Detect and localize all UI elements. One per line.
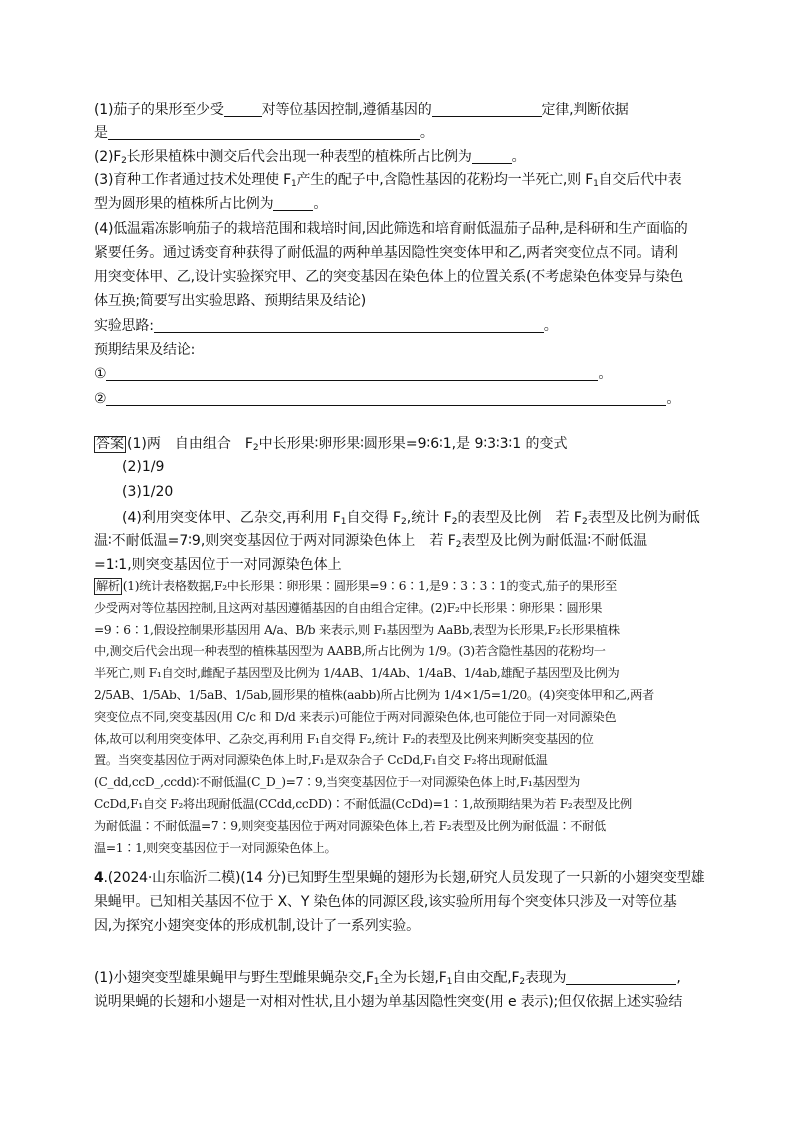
question-4-line1: (4)低温霜冻影响茄子的栽培范围和栽培时间,因此筛选和培育耐低温茄子品种,是科研和生产面临的 — [94, 221, 688, 237]
answer-blank[interactable] — [154, 318, 544, 333]
question-next-line5: 说明果蝇的长翅和小翅是一对相对性状,且小翅为单基因隐性突变(用 e 表示);但仅依据上述实验结 — [94, 994, 683, 1010]
answer-blank[interactable] — [106, 391, 666, 406]
analysis-line: 中,测交后代会出现一种表型的植株基因型为 AABB,所占比例为 1/9。(3)若含隐性基因的花粉均一 — [94, 644, 606, 659]
experiment-idea-line: 实验思路: 。 — [94, 318, 558, 334]
question-4-line2: 紧要任务。通过诱变育种获得了耐低温的两种单基因隐性突变体甲和乙,两者突变位点不同。请利 — [94, 245, 678, 261]
answer-blank[interactable] — [472, 149, 512, 164]
answer-line-3: (3)1/20 — [122, 484, 174, 500]
answer-blank[interactable] — [273, 196, 313, 211]
analysis-line: 解析 (1)统计表格数据,F₂中长形果∶卵形果∶圆形果=9∶6∶1,是9∶3∶3∶1的变式,茄子的果形至 — [96, 579, 617, 593]
result-line-1: ① 。 — [94, 366, 613, 382]
question-next-line1: 4.(2024·山东临沂二模)(14 分)已知野生型果蝇的翅形为长翅,研究人员发现了一只新的小翅突变型雄 — [94, 870, 705, 886]
analysis-tag: 解析 — [96, 579, 120, 593]
question-3-line1: (3)育种工作者通过技术处理使 $F_1$产生的配子中,含隐性基因的花粉均一半死亡,则 $F_1$自交后代中表 — [94, 172, 682, 189]
analysis-line: (C_dd,ccD_,ccdd)∶不耐低温(C_D_)=7∶9,当突变基因位于一对同源染色体上时,F₁基因型为 — [94, 775, 581, 790]
answer-line-2: (2)1/9 — [122, 459, 165, 475]
analysis-line: 半死亡,则 F₁自交时,雌配子基因型及比例为 1/4AB、1/4Ab、1/4aB、1/4ab,雄配子基因型及比例为 — [94, 666, 620, 681]
analysis-line: =9∶6∶1,假设控制果形基因用 A/a、B/b 来表示,则 F₁基因型为 AaBb,表型为长形果,F₂长形果植株 — [94, 622, 620, 637]
answer-line-4: (4)利用突变体甲、乙杂交,再利用 $F_1$自交得 $F_2$,统计 $F_2$的表型及比例 若 $F_2$表型及比例为耐低 — [122, 510, 700, 527]
analysis-line: 2/5AB、1/5Ab、1/5aB、1/5ab,圆形果的植株(aabb)所占比例为 1/4×1/5=1/20。(4)突变体甲和乙,两者 — [94, 687, 654, 702]
question-next-line4: (1)小翅突变型雄果蝇甲与野生型雌果蝇杂交$,F_1$全为长翅$,F_1$自由交配$,F_2$表现为 , — [94, 970, 681, 987]
answer-blank[interactable] — [108, 125, 420, 140]
answer-blank[interactable] — [432, 102, 542, 117]
answer-blank[interactable] — [224, 102, 262, 117]
question-next-line3: 因,为探究小翅突变体的形成机制,设计了一系列实验。 — [94, 918, 420, 934]
analysis-block — [94, 576, 654, 859]
question-4-line4: 体互换;简要写出实验思路、预期结果及结论) — [94, 293, 366, 309]
question-4-line3: 用突变体甲、乙,设计实验探究甲、乙的突变基因在染色体上的位置关系(不考虑染色体变异与染色 — [94, 269, 684, 285]
answer-blank[interactable] — [566, 970, 676, 985]
analysis-line: 突变位点不同,突变基因(用 C/c 和 D/d 来表示)可能位于两对同源染色体,也可能位于同一对同源染色 — [94, 709, 617, 724]
analysis-line: 置。当突变基因位于两对同源染色体上时,F₁是双杂合子 CcDd,F₁自交 F₂将出现耐低温 — [94, 753, 548, 768]
answer-blank[interactable] — [106, 366, 598, 381]
analysis-line: 少受两对等位基因控制,且这两对基因遵循基因的自由组合定律。(2)F₂中长形果∶卵形果∶圆形果 — [94, 600, 603, 615]
question-2: $(2)F_2$长形果植株中测交后代会出现一种表型的植株所占比例为 。 — [94, 149, 526, 166]
analysis-line: 体,故可以利用突变体甲、乙杂交,再利用 F₁自交得 F₂,统计 F₂的表型及比例来判断突变基因的位 — [94, 731, 594, 746]
result-line-2: ② 。 — [94, 391, 681, 407]
question-1-line1: (1)茄子的果形至少受 对等位基因控制,遵循基因的 定律,判断依据 — [94, 102, 629, 118]
answer-tag: 答案 — [96, 436, 124, 452]
question-next-line2: 果蝇甲。已知相关基因不位于 X、Y 染色体的同源区段,该实验所用每个突变体只涉及一对等位基 — [94, 894, 677, 910]
answer-line-5: 温∶不耐低温=7∶9,则突变基因位于两对同源染色体上 若 $F_2$表型及比例为耐低温∶不耐低温 — [94, 533, 648, 550]
question-number: 4 — [94, 870, 104, 886]
question-3-line2: 型为圆形果的植株所占比例为 。 — [94, 196, 328, 212]
analysis-line: CcDd,F₁自交 F₂将出现耐低温(CCdd,ccDD)∶不耐低温(CcDd)=1∶1,故预期结果为若 F₂表型及比例 — [94, 796, 632, 811]
question-1-line2: 是 。 — [94, 125, 434, 141]
analysis-line: 温=1∶1,则突变基因位于一对同源染色体上。 — [94, 840, 337, 855]
answer-line-6: =1∶1,则突变基因位于一对同源染色体上 — [94, 557, 342, 573]
answer-line-1: 答案 (1)两 自由组合 $F_2$中长形果∶卵形果∶圆形果=9∶6∶1,是 9∶3∶3∶1 的变式 — [96, 436, 568, 453]
analysis-line: 为耐低温∶不耐低温=7∶9,则突变基因位于两对同源染色体上,若 F₂表型及比例为耐低温∶不耐低 — [94, 818, 606, 833]
expected-results-label: 预期结果及结论: — [94, 342, 196, 358]
